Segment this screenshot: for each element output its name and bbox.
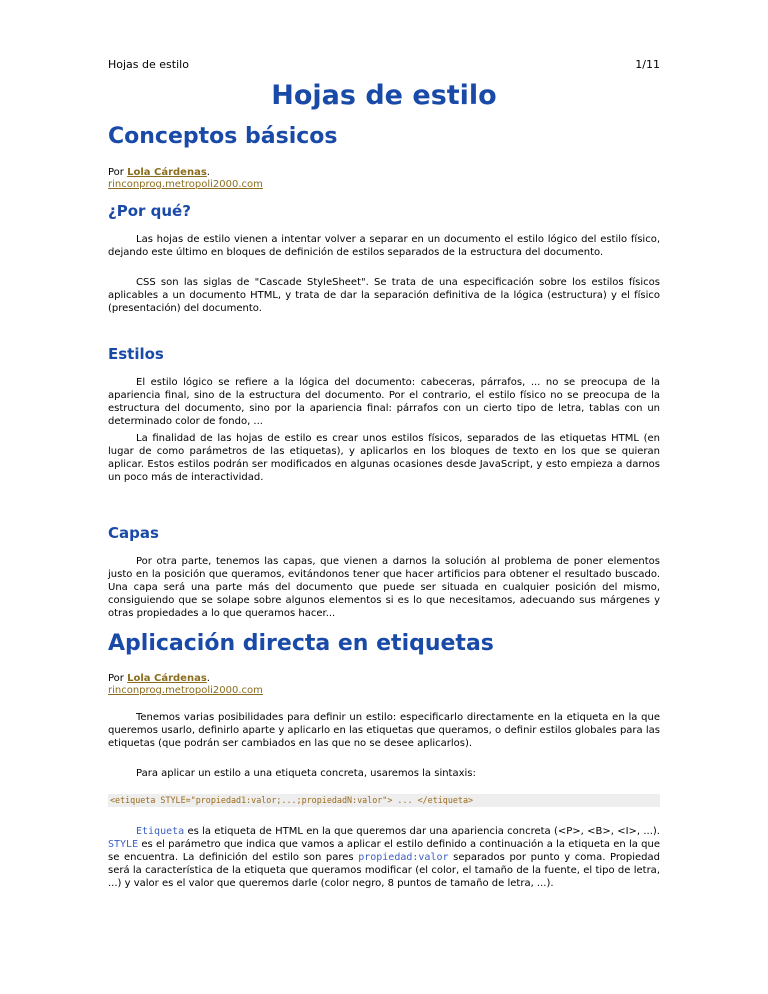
byline-suffix: . — [206, 167, 210, 178]
paragraph-aplicacion-3 — [108, 825, 660, 890]
text-segment: separados por punto y coma. Propiedad será la característica de la etiqueta que queramos modificar (el color, el tamaño de la fuente, el tipo de letra, ...) y valor es el valor que queremos darle (color negro, 8 puntos de tamaño de letra, ...). — [108, 852, 660, 889]
byline-prefix: Por — [108, 167, 128, 178]
paragraph-porque-1: Las hojas de estilo vienen a intentar volver a separar en un documento el estilo lógico del estilo físico, dejando este último en bloques de definición de estilos separados de la estructura del documento. — [108, 234, 660, 258]
site-link[interactable]: rinconprog.metropoli2000.com — [108, 685, 263, 696]
subsection-title-estilos: Estilos — [108, 345, 164, 363]
site-link[interactable]: rinconprog.metropoli2000.com — [108, 179, 263, 190]
paragraph-porque-2: CSS son las siglas de "Cascade StyleSheet". Se trata de una especificación sobre los estilos físicos aplicables a un documento HTML, y trata de dar la separación definitiva de la lógica (estructura) y el físico (presentación) del documento. — [108, 277, 660, 314]
subsection-title-capas: Capas — [108, 524, 159, 542]
byline-aplicacion — [108, 673, 263, 697]
code-example: <etiqueta STYLE="propiedad1:valor;...;propiedadN:valor"> ... </etiqueta> — [108, 794, 660, 807]
page-title: Hojas de estilo — [271, 80, 497, 111]
byline-prefix: Por — [108, 673, 128, 684]
paragraph-capas-1: Por otra parte, tenemos las capas, que vienen a darnos la solución al problema de poner elementos justo en la posición que queramos, evitándonos tener que hacer artificios para obtener el resultado buscado. Una capa será una parte más del documento que puede ser situada en cualquier posición del mismo, consiguiendo que se solape sobre algunos elementos si es lo que necesitamos, adecuando sus márgenes y otras propiedades a lo que queramos hacer... — [108, 556, 660, 619]
author-link[interactable]: Lola Cárdenas — [127, 167, 207, 178]
paragraph-estilos-2: La finalidad de las hojas de estilo es crear unos estilos físicos, separados de las etiquetas HTML (en lugar de como parámetros de las etiquetas), y aplicarlos en los bloques de texto en los que se quieran aplicar. Estos estilos podrán ser modificados en algunas ocasiones desde JavaScript, y esto empieza a darnos un poco más de interactividad. — [108, 433, 660, 483]
text-segment: es la etiqueta de HTML en la que queremos dar una apariencia concreta (<P>, <B>, <I>, ...). — [184, 826, 660, 837]
text-segment: es el parámetro que indica que vamos a aplicar el estilo definido a continuación a la etiqueta en la que se encuentra. La definición del estilo son pares — [108, 839, 660, 863]
byline-suffix: . — [206, 673, 210, 684]
paragraph-estilos-1: El estilo lógico se refiere a la lógica del documento: cabeceras, párrafos, ... no se preocupa de la apariencia final, sino de la estructura del documento. Por el contrario, el estilo físico no se preocupa de la estructura del documento, sino por la apariencia final: párrafos con un cierto tipo de letra, tablas con un determinado color de fondo, ... — [108, 377, 660, 427]
keyword-etiqueta: Etiqueta — [136, 826, 185, 837]
byline-conceptos — [108, 167, 263, 191]
paragraph-aplicacion-2: Para aplicar un estilo a una etiqueta concreta, usaremos la sintaxis: — [136, 768, 476, 779]
paragraph-aplicacion-1: Tenemos varias posibilidades para definir un estilo: especificarlo directamente en la etiqueta en la que queremos usarlo, definirlo aparte y aplicarlo en las etiquetas que queramos, o definir estilos globales para las etiquetas (que podrán ser cambiados en las que no se desee aplicarlos). — [108, 712, 660, 749]
author-link[interactable]: Lola Cárdenas — [127, 673, 207, 684]
page-number: 1/11 — [635, 58, 660, 71]
running-header-title: Hojas de estilo — [108, 58, 189, 71]
section-title-conceptos: Conceptos básicos — [108, 124, 338, 149]
subsection-title-porque: ¿Por qué? — [108, 202, 191, 220]
section-title-aplicacion: Aplicación directa en etiquetas — [108, 631, 494, 656]
keyword-propiedad-valor: propiedad:valor — [358, 852, 449, 863]
keyword-style: STYLE — [108, 839, 139, 850]
